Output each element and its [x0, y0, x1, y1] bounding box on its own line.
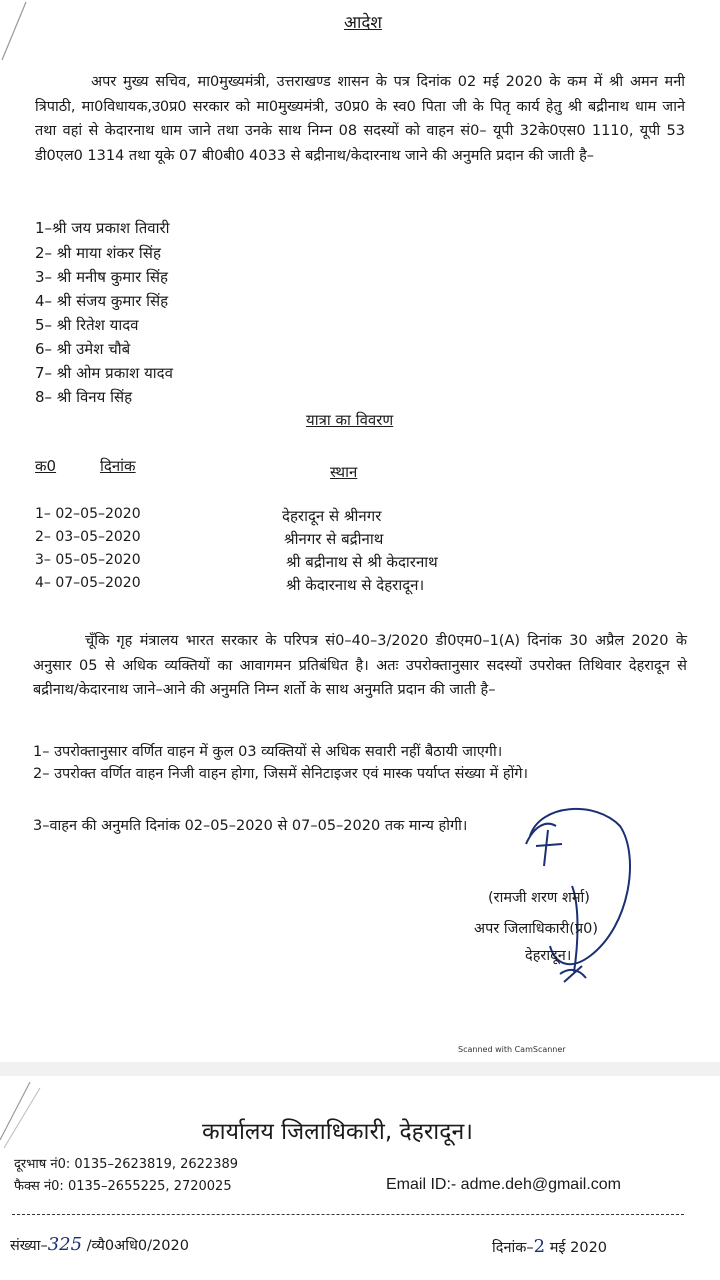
letterhead-page — [0, 1076, 720, 1280]
order-paragraph-2 — [33, 629, 687, 703]
list-item: 8– श्री विनय सिंह — [35, 388, 133, 406]
page-separator — [0, 1062, 720, 1076]
office-title: कार्यालय जिलाधिकारी, देहरादून। — [202, 1119, 473, 1145]
list-item: 6– श्री उमेश चौबे — [35, 340, 131, 358]
scanner-watermark: Scanned with CamScanner — [458, 1045, 566, 1054]
condition-1 — [33, 740, 687, 765]
paragraph-1-text: अपर मुख्य सचिव, मा0मुख्यमंत्री, उत्तराखण्ड शासन के पत्र दिनांक 02 मई 2020 के कम में श्री अमन मनी त्रिपाठी, मा0विधायक,उ0प्र0 सरकार को मा0मुख्यमंत्री, उ0प्र0 के स्व0 पिता जी के पितृ कार्य हेतु श्री बद्रीनाथ धाम जाने तथा वहां से केदारनाथ धाम जाने तथा उनके साथ निम्न 08 सदस्यों को वाहन सं0– यूपी 32के0एस0 1110, यूपी 53 डी0एल0 1314 तथा यूके 07 बी0बी0 4033 से बद्रीनाथ/केदारनाथ जाने की अनुमति प्रदान की जाती है– — [35, 74, 685, 164]
list-item: 4– श्री संजय कुमार सिंह — [35, 292, 169, 310]
list-item: 1–श्री जय प्रकाश तिवारी — [35, 219, 170, 237]
list-item: 5– श्री रितेश यादव — [35, 316, 139, 334]
table-row-date: 3– 05–05–2020 — [35, 552, 141, 568]
email-address: Email ID:- adme.deh@gmail.com — [386, 1176, 621, 1193]
phone-numbers: दूरभाष नं0: 0135–2623819, 2622389 — [14, 1157, 239, 1172]
date-prefix: दिनांक– — [492, 1240, 534, 1256]
order-title: आदेश — [344, 13, 382, 33]
order-paragraph-1 — [35, 70, 685, 168]
table-row-place: श्री बद्रीनाथ से श्री केदारनाथ — [286, 553, 438, 571]
table-row-place: श्री केदारनाथ से देहरादून। — [286, 576, 425, 594]
page-corner-mark — [0, 1076, 60, 1156]
column-header-date: दिनांक — [100, 457, 136, 475]
table-row-date: 1– 02–05–2020 — [35, 506, 141, 522]
reference-prefix: संख्या– — [10, 1238, 48, 1254]
divider — [12, 1214, 684, 1215]
page-corner-mark — [0, 0, 40, 70]
list-item: 3– श्री मनीष कुमार सिंह — [35, 268, 168, 286]
signatory-name: (रामजी शरण शर्मा) — [488, 890, 590, 906]
column-header-sno: क0 — [35, 457, 57, 475]
list-item: 7– श्री ओम प्रकाश यादव — [35, 364, 173, 382]
date-suffix: मई 2020 — [545, 1240, 608, 1256]
signatory-place: देहरादून। — [525, 948, 572, 964]
paragraph-2-text: चूँकि गृह मंत्रालय भारत सरकार के परिपत्र सं0–40–3/2020 डी0एम0–1(A) दिनांक 30 अप्रैल 2020 के अनुसार 05 से अधिक व्यक्तियों का आवागमन प्रतिबंधित है। अतः उपरोक्तानुसार सदस्यों उपरोक्त तिथिवार देहरादून से बद्रीनाथ/केदारनाथ जाने–आने की अनुमति निम्न शर्तो के साथ अनुमति प्रदान की जाती है– — [33, 633, 687, 698]
table-row-place: देहरादून से श्रीनगर — [282, 507, 382, 525]
table-row-date: 2– 03–05–2020 — [35, 529, 141, 545]
table-row-place: श्रीनगर से बद्रीनाथ — [284, 530, 384, 548]
condition-3: 3–वाहन की अनुमति दिनांक 02–05–2020 से 07–05–2020 तक मान्य होगी। — [33, 818, 468, 834]
list-item: 2– श्री माया शंकर सिंह — [35, 244, 161, 262]
column-header-place: स्थान — [330, 463, 358, 481]
fax-numbers: फैक्स नं0: 0135–2655225, 2720025 — [14, 1179, 232, 1194]
date-day-handwritten: 2 — [533, 1236, 546, 1257]
table-row-date: 4– 07–05–2020 — [35, 575, 141, 591]
signatory-designation: अपर जिलाधिकारी(प्र0) — [474, 921, 598, 937]
condition-1-text: 1– उपरोक्तानुसार वर्णित वाहन में कुल 03 व्यक्तियों से अधिक सवारी नहीं बैठायी जाएगी। — [33, 744, 503, 760]
letter-date — [492, 1236, 607, 1257]
reference-number — [10, 1234, 189, 1255]
condition-2-text: 2– उपरोक्त वर्णित वाहन निजी वाहन होगा, जिसमें सेनिटाइजर एवं मास्क पर्याप्त संख्या में होंगे। — [33, 766, 529, 782]
reference-number-handwritten: 325 — [47, 1234, 83, 1255]
reference-suffix: /व्यै0अधि0/2020 — [86, 1238, 189, 1254]
condition-2 — [33, 765, 687, 784]
trip-details-title: यात्रा का विवरण — [306, 411, 394, 429]
